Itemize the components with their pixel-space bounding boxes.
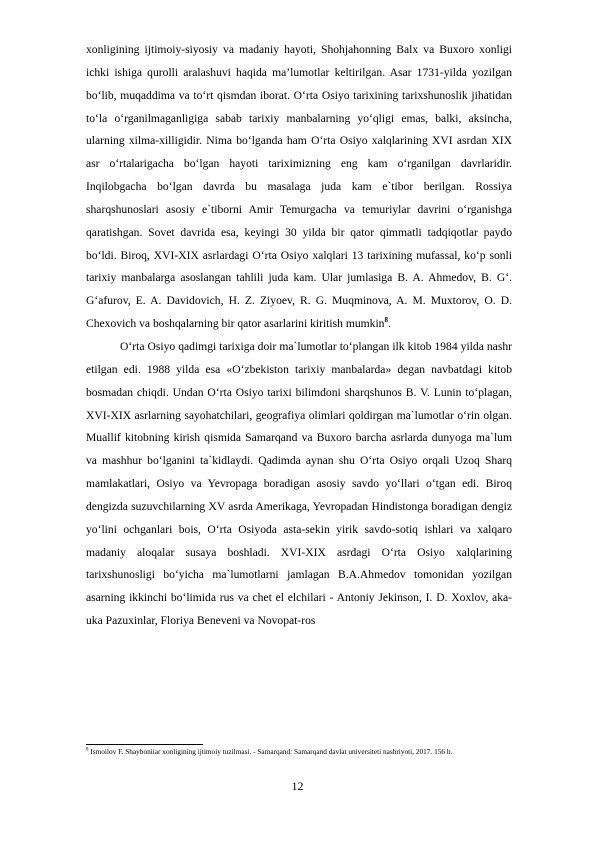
- footnote-number: 8: [86, 747, 89, 753]
- page-number: 12: [291, 779, 304, 793]
- footnote-text: Ismoilov F. Shayboniiar xonligining ijtimoiy tuzilmasi. - Samarqand: Samarqand davlat universiteti nashriyoti, 2017. 156 b.: [88, 747, 453, 756]
- paragraph-1-end: .: [387, 317, 391, 331]
- footnote-reference[interactable]: 8: [384, 316, 388, 325]
- footnote: [86, 746, 512, 757]
- page-body: [86, 39, 512, 633]
- body-paragraph-1: [86, 39, 512, 336]
- body-paragraph-2: O‘rta Osiyo qadimgi tarixiga doir ma`lumotlar to‘plangan ilk kitob 1984 yilda nashr etilgan edi. 1988 yilda esa «O‘zbekiston tarixiy manbalarda» degan navbatdagi kitob bosmadan chiqdi. Undan O‘rta Osiyo tarixi bilimdoni sharqshunos B. V. Lunin to‘plagan, XVI-XIX asrlarning sayohatchilari, geografiya olimlari qoldirgan ma`lumotlar o‘rin olgan. Muallif kitobning kirish qismida Samarqand va Buxoro barcha asrlarda dunyoga ma`lum va mashhur bo‘lganini ta`kidlaydi. Qadimda aynan shu O‘rta Osiyo orqali Uzoq Sharq mamlakatlari, Osiyo va Yevropaga boradigan asosiy savdo yo‘llari o‘tgan edi. Biroq dengizda suzuvchilarning XV asrda Amerikaga, Yevropadan Hindistonga boradigan dengiz yo‘lini ochganlari bois, O‘rta Osiyoda asta-sekin yirik savdo-sotiq ishlari va xalqaro madaniy aloqalar susaya boshladi. XVI-XIX asrdagi O‘rta Osiyo xalqlarining tarixshunosligi bo‘yicha ma`lumotlarni jamlagan B.A.Ahmedov tomonidan yozilgan asarning ikkinchi bo‘limida rus va chet el elchilari - Antoniy Jekinson, I. D. Xoxlov, aka-uka Pazuxinlar, Floriya Beneveni va Novopat-ros: [86, 339, 512, 628]
- paragraph-1-text: xonligining ijtimoiy-siyosiy va madaniy hayoti, Shohjahonning Balx va Buxoro xonligi ichki ishiga qurolli aralashuvi haqida ma’lumotlar keltirilgan. Asar 1731-yilda yozilgan bo‘lib, muqaddima va to‘rt qismdan iborat. O‘rta Osiyo tarixining tarixshunoslik jihatidan to‘la o‘rganilmaganligiga sabab tarixiy manbalarning yo‘qligi emas, balki, aksincha, ularning xilma-xilligidir. Nima bo‘lganda ham O‘rta Osiyo xalqlarining XVI asrdan XIX asr o‘rtalarigacha bo‘lgan hayoti tariximizning eng kam o‘rganilgan davrlaridir. Inqilobgacha bo‘lgan davrda bu masalaga juda kam e`tibor berilgan. Rossiya sharqshunoslari asosiy e`tiborni Amir Temurgacha va temuriylar davrini o‘rganishga qaratishgan. Sovet davrida esa, keyingi 30 yilda bir qator qimmatli tadqiqotlar paydo bo‘ldi. Biroq, XVI-XIX asrlardagi O‘rta Osiyo xalqlari 13 tarixining mufassal, ko‘p sonli tarixiy manbalarga asoslangan tahlili juda kam. Ular jumlasiga B. A. Ahmedov, B. G‘. G‘afurov, E. A. Davidovich, H. Z. Ziyoev, R. G. Muqminova, A. M. Muxtorov, O. D. Chexovich va boshqalarning bir qator asarlarini kiritish mumkin: [86, 43, 512, 331]
- footnote-divider: [86, 744, 203, 745]
